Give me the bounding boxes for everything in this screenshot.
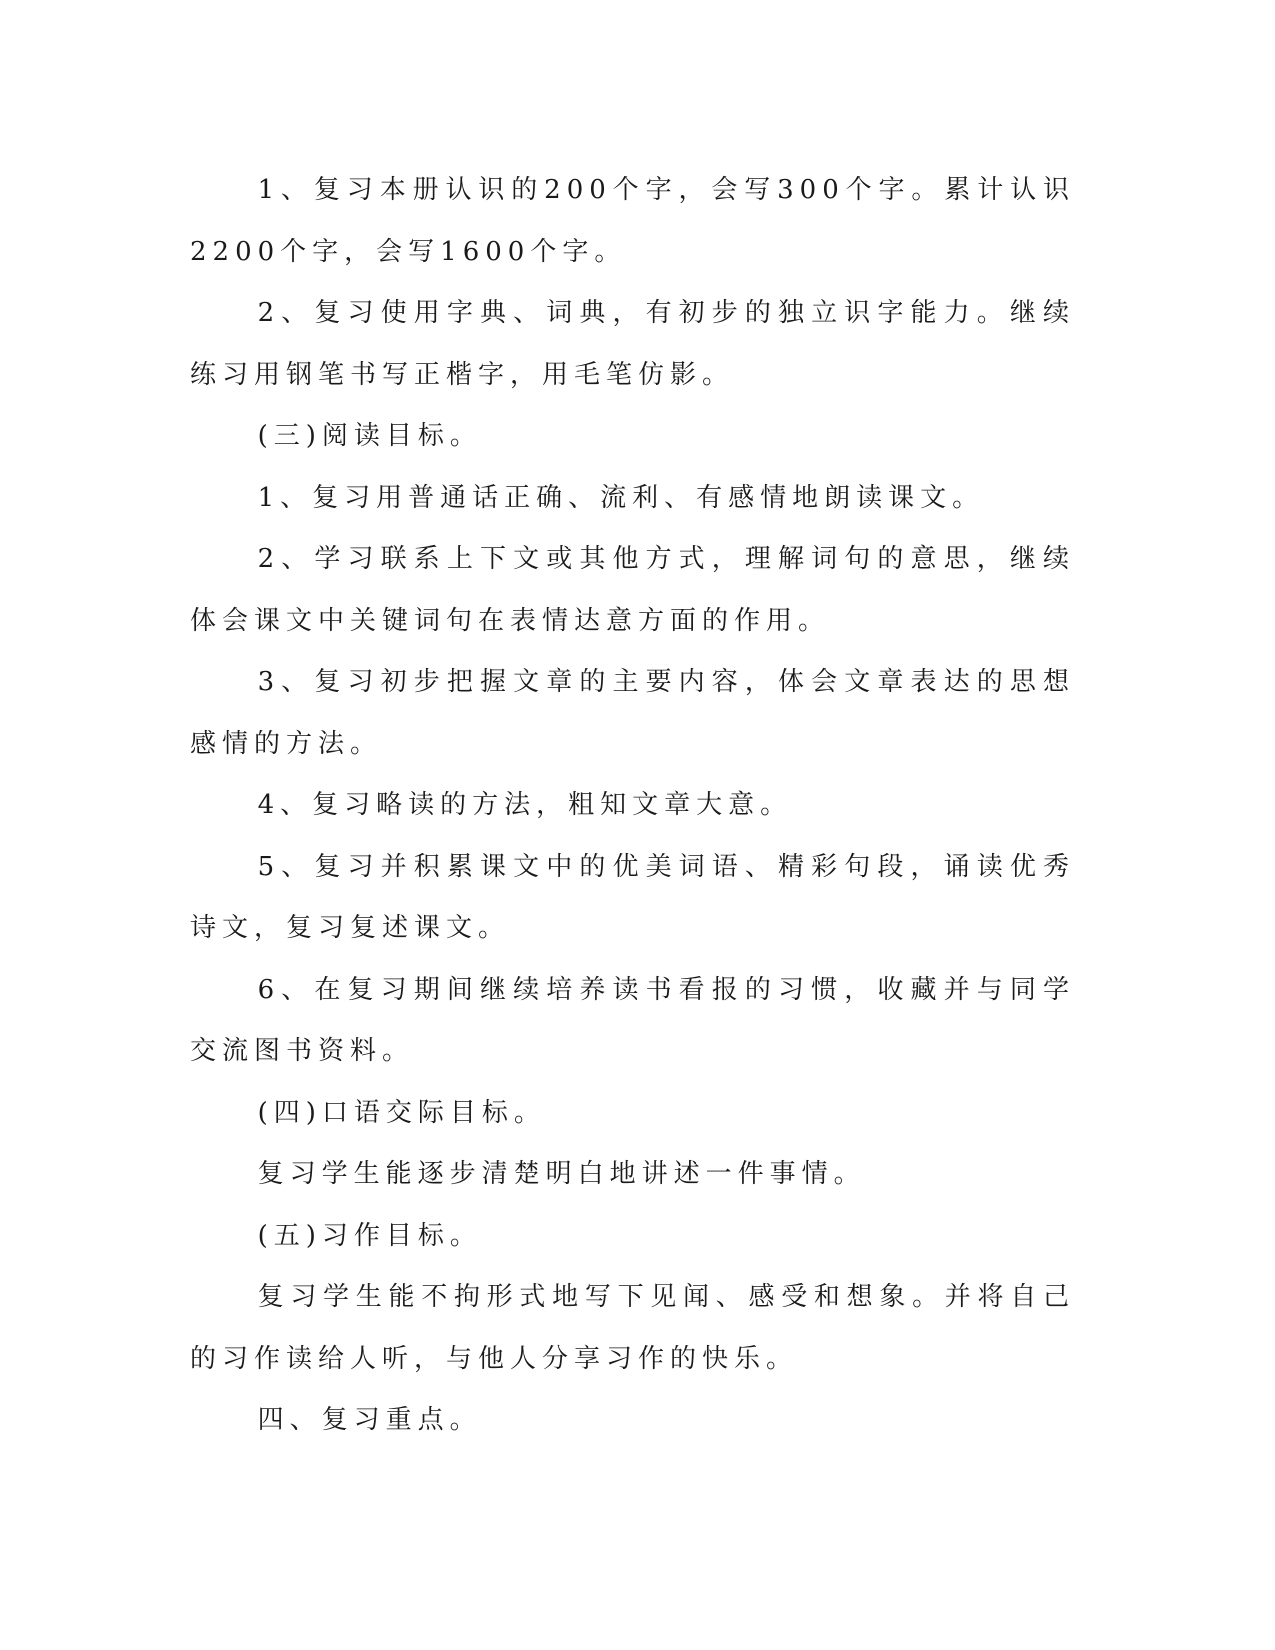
paragraph-reading-goal-3: 3、复习初步把握文章的主要内容，体会文章表达的思想感情的方法。 <box>190 667 1075 759</box>
paragraph-reading-goal-4: 4、复习略读的方法，粗知文章大意。 <box>257 790 793 820</box>
paragraph-literacy-goal-2: 2、复习使用字典、词典，有初步的独立识字能力。继续练习用钢笔书写正楷字，用毛笔仿影。 <box>190 298 1075 390</box>
paragraph-reading-goal-2: 2、学习联系上下文或其他方式，理解词句的意思，继续体会课文中关键词句在表情达意方面的作用。 <box>190 544 1075 636</box>
paragraph-reading-goal-5: 5、复习并积累课文中的优美词语、精彩句段，诵读优秀诗文，复习复述课文。 <box>190 851 1075 943</box>
section-heading-reading-goals: (三)阅读目标。 <box>257 421 482 451</box>
paragraph-literacy-goal-1: 1、复习本册认识的200个字，会写300个字。累计认识2200个字，会写1600个字。 <box>190 175 1075 267</box>
paragraph-writing-goal: 复习学生能不拘形式地写下见闻、感受和想象。并将自己的习作读给人听，与他人分享习作的快乐。 <box>190 1282 1075 1374</box>
section-heading-writing-goals: (五)习作目标。 <box>257 1220 482 1251</box>
paragraph-reading-goal-6: 6、在复习期间继续培养读书看报的习惯，收藏并与同学交流图书资料。 <box>190 974 1075 1066</box>
section-heading-speaking-goals: (四)口语交际目标。 <box>257 1097 546 1128</box>
paragraph-speaking-goal: 复习学生能逐步清楚明白地讲述一件事情。 <box>257 1159 866 1189</box>
section-heading-review-focus: 四、复习重点。 <box>257 1405 482 1435</box>
paragraph-reading-goal-1: 1、复习用普通话正确、流利、有感情地朗读课文。 <box>257 482 985 513</box>
document-body <box>190 160 1075 1452</box>
